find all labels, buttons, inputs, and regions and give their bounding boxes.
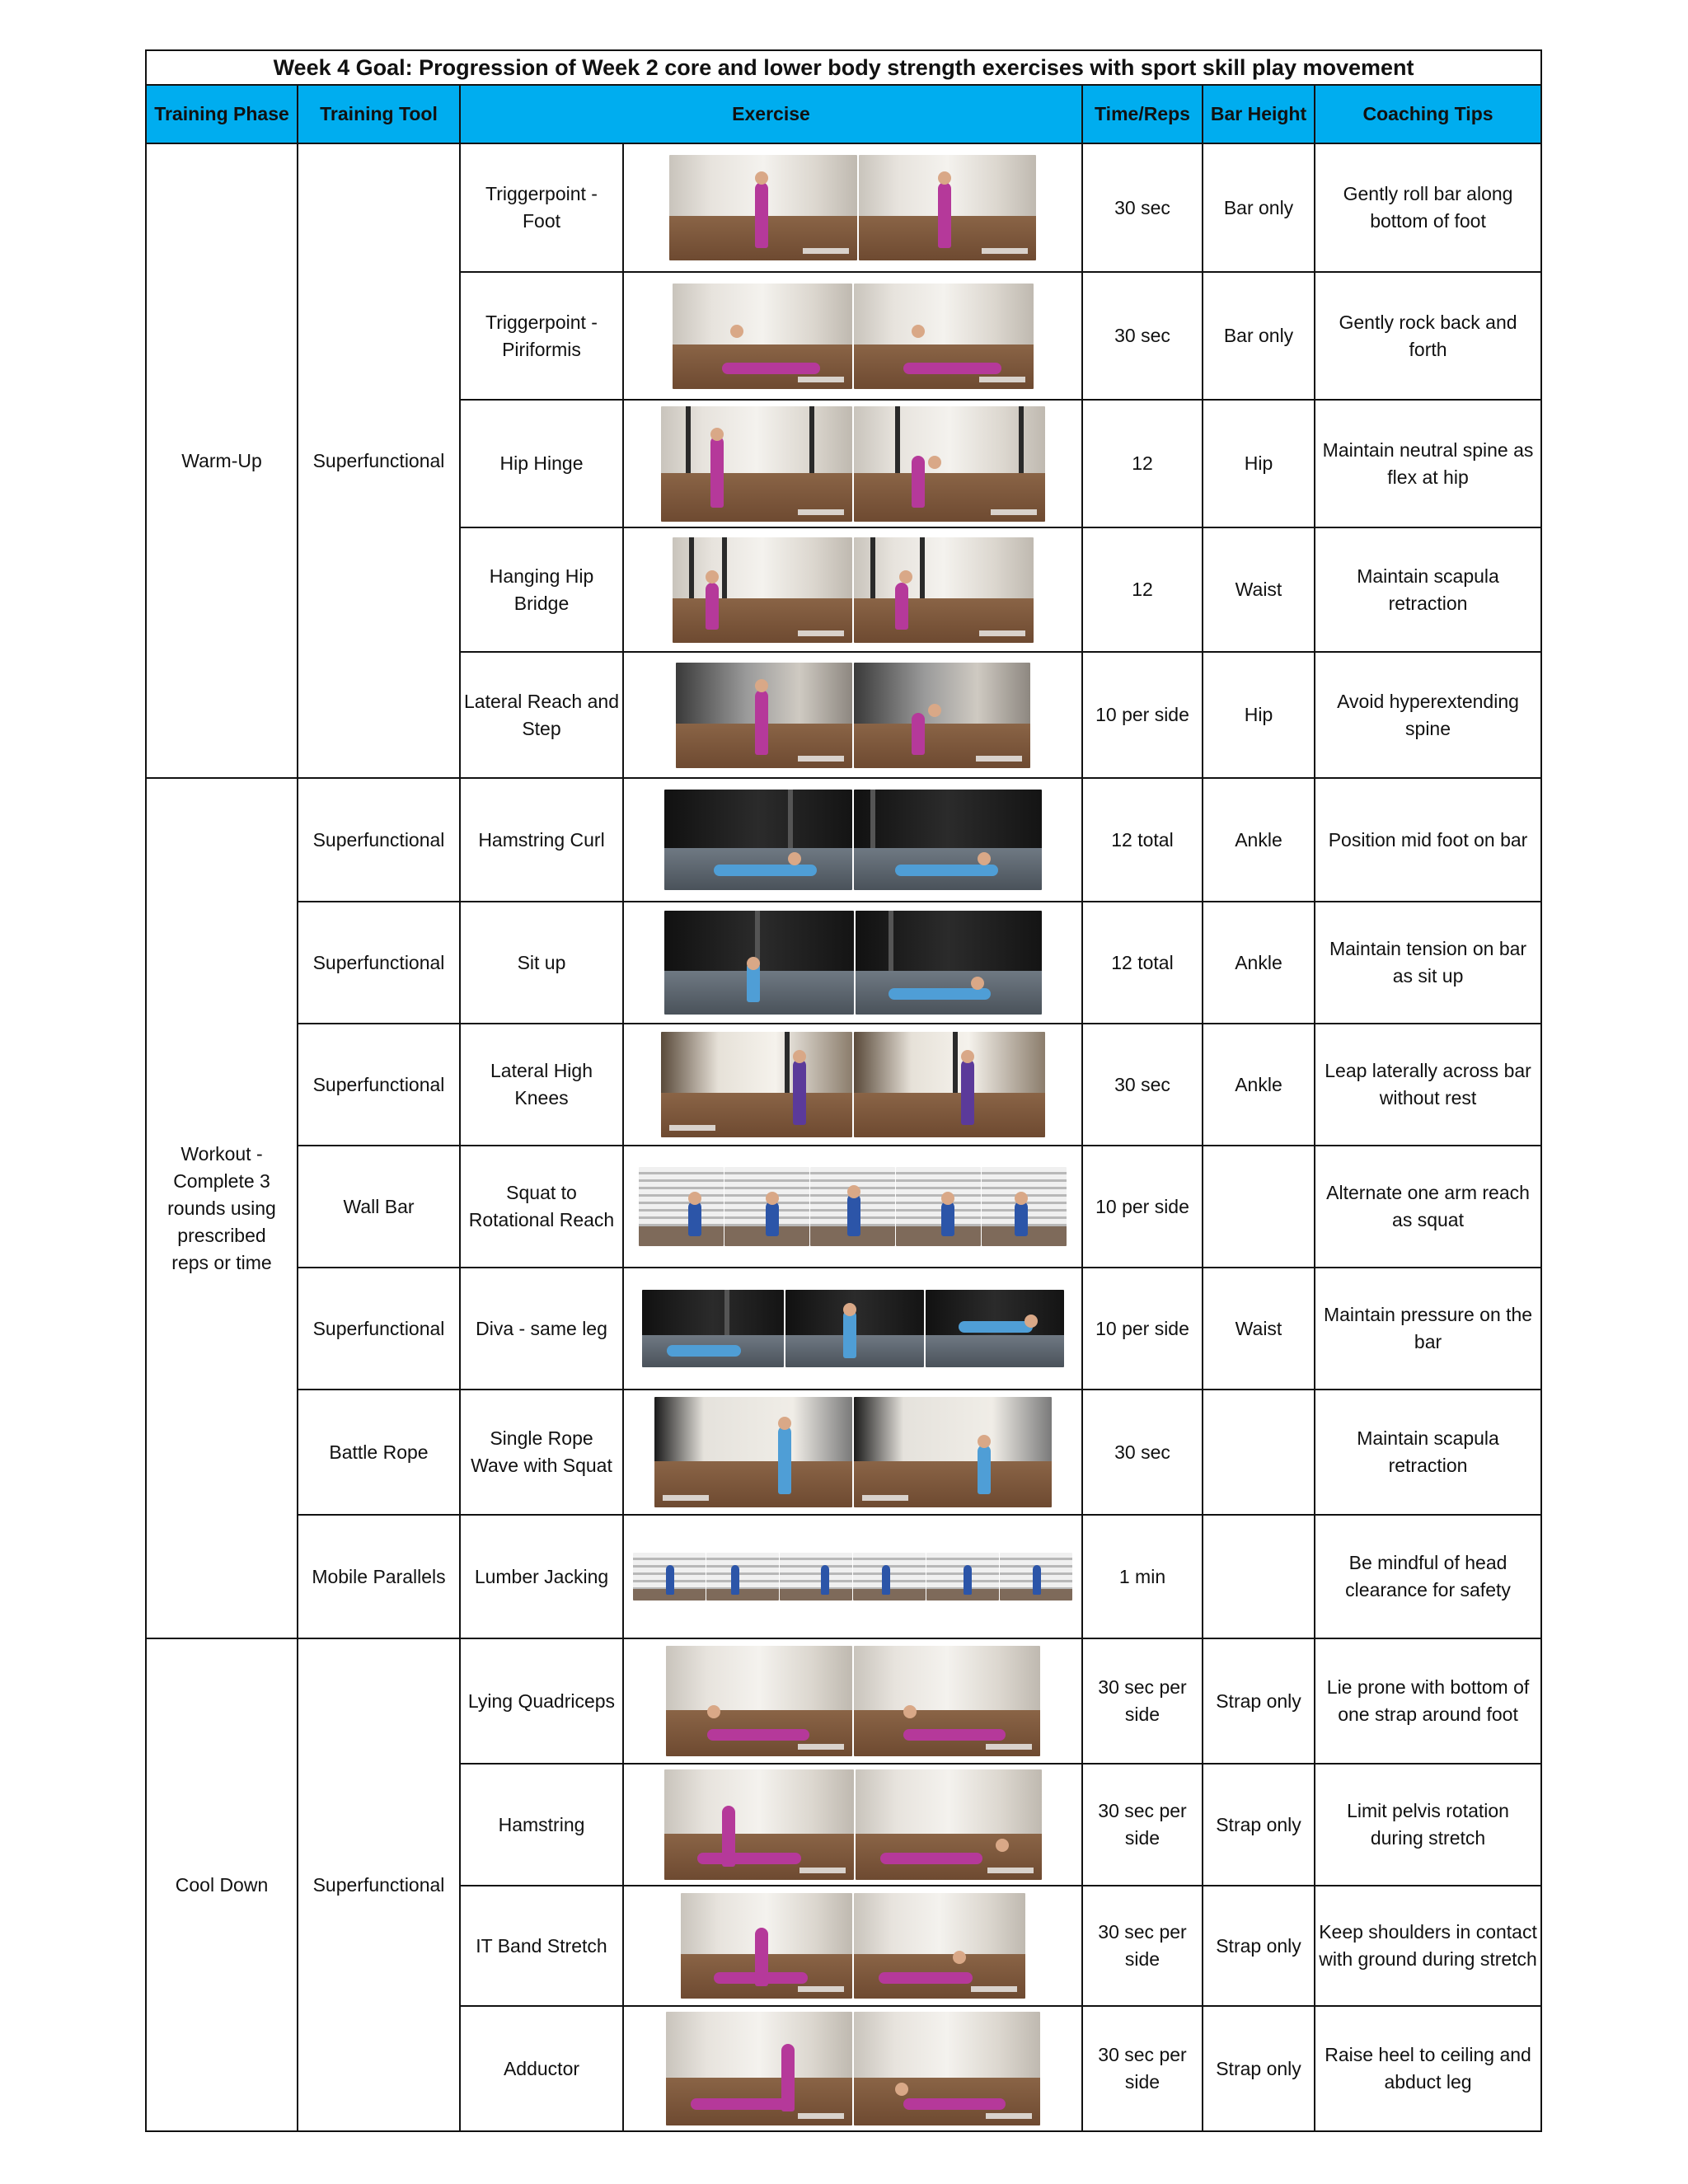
exercise-photos bbox=[623, 527, 1082, 652]
coaching-tip: Position mid foot on bar bbox=[1315, 778, 1541, 902]
exercise-name: Hanging Hip Bridge bbox=[460, 527, 623, 652]
tool-cell: Superfunctional bbox=[298, 902, 460, 1024]
table-row bbox=[146, 1268, 1541, 1390]
exercise-photos bbox=[623, 1390, 1082, 1515]
header-time-reps: Time/Reps bbox=[1082, 85, 1203, 143]
exercise-photo bbox=[926, 1290, 1064, 1367]
exercise-photo bbox=[681, 1893, 852, 1999]
bar-height: Bar only bbox=[1203, 143, 1315, 272]
header-coaching-tips: Coaching Tips bbox=[1315, 85, 1541, 143]
sheet-title: Week 4 Goal: Progression of Week 2 core and lower body strength exercises with sport skill play movement bbox=[146, 50, 1541, 85]
exercise-name: Lying Quadriceps bbox=[460, 1638, 623, 1764]
time-reps: 12 bbox=[1082, 527, 1203, 652]
coaching-tip: Maintain scapula retraction bbox=[1315, 527, 1541, 652]
exercise-photo bbox=[853, 1553, 926, 1601]
exercise-photo bbox=[661, 1032, 852, 1137]
table-row bbox=[146, 1638, 1541, 1764]
exercise-photo bbox=[854, 537, 1034, 643]
table-row bbox=[146, 1024, 1541, 1146]
table-row bbox=[146, 902, 1541, 1024]
exercise-photos bbox=[623, 778, 1082, 902]
tool-cell: Superfunctional bbox=[298, 1268, 460, 1390]
exercise-photo bbox=[854, 1893, 1025, 1999]
time-reps: 30 sec bbox=[1082, 1390, 1203, 1515]
exercise-photo bbox=[854, 663, 1030, 768]
time-reps: 12 bbox=[1082, 400, 1203, 527]
exercise-photo bbox=[706, 1553, 779, 1601]
bar-height bbox=[1203, 1515, 1315, 1638]
exercise-photo bbox=[854, 2012, 1040, 2125]
coaching-tip: Leap laterally across bar without rest bbox=[1315, 1024, 1541, 1146]
time-reps: 30 sec per side bbox=[1082, 1764, 1203, 1886]
bar-height: Strap only bbox=[1203, 2006, 1315, 2131]
bar-height: Strap only bbox=[1203, 1638, 1315, 1764]
exercise-photos bbox=[623, 272, 1082, 400]
exercise-photos bbox=[623, 2006, 1082, 2131]
exercise-photos bbox=[623, 1764, 1082, 1886]
time-reps: 12 total bbox=[1082, 902, 1203, 1024]
tool-cell: Superfunctional bbox=[298, 778, 460, 902]
exercise-photo bbox=[1000, 1553, 1072, 1601]
phase-warmup: Warm-Up bbox=[146, 143, 298, 778]
tool-cell: Battle Rope bbox=[298, 1390, 460, 1515]
exercise-photo bbox=[780, 1553, 852, 1601]
exercise-name: Hamstring bbox=[460, 1764, 623, 1886]
bar-height: Ankle bbox=[1203, 1024, 1315, 1146]
exercise-photo bbox=[859, 155, 1036, 260]
exercise-photo bbox=[854, 284, 1034, 389]
exercise-name: Hamstring Curl bbox=[460, 778, 623, 902]
exercise-photo bbox=[896, 1167, 981, 1246]
time-reps: 30 sec bbox=[1082, 143, 1203, 272]
time-reps: 10 per side bbox=[1082, 652, 1203, 778]
coaching-tip: Maintain scapula retraction bbox=[1315, 1390, 1541, 1515]
exercise-photos bbox=[623, 400, 1082, 527]
exercise-photo bbox=[724, 1167, 809, 1246]
exercise-photo bbox=[673, 537, 852, 643]
exercise-photo bbox=[854, 1397, 1052, 1507]
exercise-photos bbox=[623, 902, 1082, 1024]
time-reps: 1 min bbox=[1082, 1515, 1203, 1638]
bar-height: Hip bbox=[1203, 400, 1315, 527]
tool-cell: Superfunctional bbox=[298, 143, 460, 778]
exercise-photo bbox=[854, 1032, 1045, 1137]
bar-height: Waist bbox=[1203, 1268, 1315, 1390]
exercise-name: Lateral High Knees bbox=[460, 1024, 623, 1146]
coaching-tip: Raise heel to ceiling and abduct leg bbox=[1315, 2006, 1541, 2131]
exercise-photo bbox=[642, 1290, 784, 1367]
bar-height: Ankle bbox=[1203, 902, 1315, 1024]
exercise-name: Triggerpoint - Foot bbox=[460, 143, 623, 272]
coaching-tip: Be mindful of head clearance for safety bbox=[1315, 1515, 1541, 1638]
coaching-tip: Limit pelvis rotation during stretch bbox=[1315, 1764, 1541, 1886]
coaching-tip: Gently roll bar along bottom of foot bbox=[1315, 143, 1541, 272]
time-reps: 10 per side bbox=[1082, 1146, 1203, 1268]
exercise-photos bbox=[623, 1886, 1082, 2006]
exercise-photos bbox=[623, 1268, 1082, 1390]
exercise-name: Lateral Reach and Step bbox=[460, 652, 623, 778]
exercise-photo bbox=[856, 1769, 1042, 1880]
tool-cell: Superfunctional bbox=[298, 1024, 460, 1146]
table-row bbox=[146, 1146, 1541, 1268]
header-training-phase: Training Phase bbox=[146, 85, 298, 143]
table-row bbox=[146, 1390, 1541, 1515]
exercise-photo bbox=[666, 1646, 852, 1756]
bar-height bbox=[1203, 1146, 1315, 1268]
time-reps: 30 sec per side bbox=[1082, 1638, 1203, 1764]
exercise-name: Hip Hinge bbox=[460, 400, 623, 527]
exercise-photo bbox=[664, 911, 854, 1015]
exercise-photo bbox=[673, 284, 852, 389]
exercise-photo bbox=[654, 1397, 852, 1507]
exercise-name: Adductor bbox=[460, 2006, 623, 2131]
header-exercise: Exercise bbox=[460, 85, 1082, 143]
coaching-tip: Avoid hyperextending spine bbox=[1315, 652, 1541, 778]
tool-cell: Superfunctional bbox=[298, 1638, 460, 2131]
exercise-photo bbox=[664, 790, 852, 890]
exercise-photos bbox=[623, 1638, 1082, 1764]
exercise-photos bbox=[623, 1024, 1082, 1146]
time-reps: 30 sec bbox=[1082, 1024, 1203, 1146]
exercise-name: Single Rope Wave with Squat bbox=[460, 1390, 623, 1515]
table-row bbox=[146, 778, 1541, 902]
coaching-tip: Gently rock back and forth bbox=[1315, 272, 1541, 400]
exercise-photo bbox=[810, 1167, 895, 1246]
table-row bbox=[146, 1515, 1541, 1638]
header-training-tool: Training Tool bbox=[298, 85, 460, 143]
bar-height: Ankle bbox=[1203, 778, 1315, 902]
exercise-name: Triggerpoint - Piriformis bbox=[460, 272, 623, 400]
bar-height: Bar only bbox=[1203, 272, 1315, 400]
coaching-tip: Lie prone with bottom of one strap around foot bbox=[1315, 1638, 1541, 1764]
exercise-photos bbox=[623, 652, 1082, 778]
time-reps: 30 sec per side bbox=[1082, 2006, 1203, 2131]
workout-table bbox=[145, 49, 1542, 2132]
tool-cell: Wall Bar bbox=[298, 1146, 460, 1268]
exercise-photo bbox=[676, 663, 852, 768]
bar-height: Hip bbox=[1203, 652, 1315, 778]
exercise-photo bbox=[854, 790, 1042, 890]
time-reps: 30 sec bbox=[1082, 272, 1203, 400]
exercise-name: Sit up bbox=[460, 902, 623, 1024]
coaching-tip: Maintain pressure on the bar bbox=[1315, 1268, 1541, 1390]
time-reps: 30 sec per side bbox=[1082, 1886, 1203, 2006]
bar-height bbox=[1203, 1390, 1315, 1515]
exercise-photo bbox=[926, 1553, 999, 1601]
bar-height: Waist bbox=[1203, 527, 1315, 652]
exercise-photo bbox=[856, 911, 1042, 1015]
coaching-tip: Maintain neutral spine as flex at hip bbox=[1315, 400, 1541, 527]
bar-height: Strap only bbox=[1203, 1764, 1315, 1886]
exercise-photo bbox=[785, 1290, 924, 1367]
bar-height: Strap only bbox=[1203, 1886, 1315, 2006]
exercise-name: Lumber Jacking bbox=[460, 1515, 623, 1638]
workout-sheet bbox=[145, 49, 1540, 2130]
exercise-photo bbox=[669, 155, 857, 260]
exercise-photo bbox=[982, 1167, 1067, 1246]
header-bar-height: Bar Height bbox=[1203, 85, 1315, 143]
exercise-photos bbox=[623, 143, 1082, 272]
exercise-photos bbox=[623, 1515, 1082, 1638]
exercise-photo bbox=[639, 1167, 724, 1246]
exercise-name: Diva - same leg bbox=[460, 1268, 623, 1390]
exercise-photo bbox=[666, 2012, 852, 2125]
exercise-photo bbox=[661, 406, 852, 522]
exercise-name: Squat to Rotational Reach bbox=[460, 1146, 623, 1268]
phase-cooldown: Cool Down bbox=[146, 1638, 298, 2131]
coaching-tip: Alternate one arm reach as squat bbox=[1315, 1146, 1541, 1268]
exercise-photo bbox=[633, 1553, 706, 1601]
exercise-photo bbox=[664, 1769, 854, 1880]
exercise-photos bbox=[623, 1146, 1082, 1268]
coaching-tip: Maintain tension on bar as sit up bbox=[1315, 902, 1541, 1024]
table-row bbox=[146, 143, 1541, 272]
tool-cell: Mobile Parallels bbox=[298, 1515, 460, 1638]
exercise-photo bbox=[854, 1646, 1040, 1756]
exercise-photo bbox=[854, 406, 1045, 522]
time-reps: 12 total bbox=[1082, 778, 1203, 902]
phase-workout: Workout - Complete 3 rounds using prescribed reps or time bbox=[146, 778, 298, 1638]
coaching-tip: Keep shoulders in contact with ground during stretch bbox=[1315, 1886, 1541, 2006]
time-reps: 10 per side bbox=[1082, 1268, 1203, 1390]
exercise-name: IT Band Stretch bbox=[460, 1886, 623, 2006]
